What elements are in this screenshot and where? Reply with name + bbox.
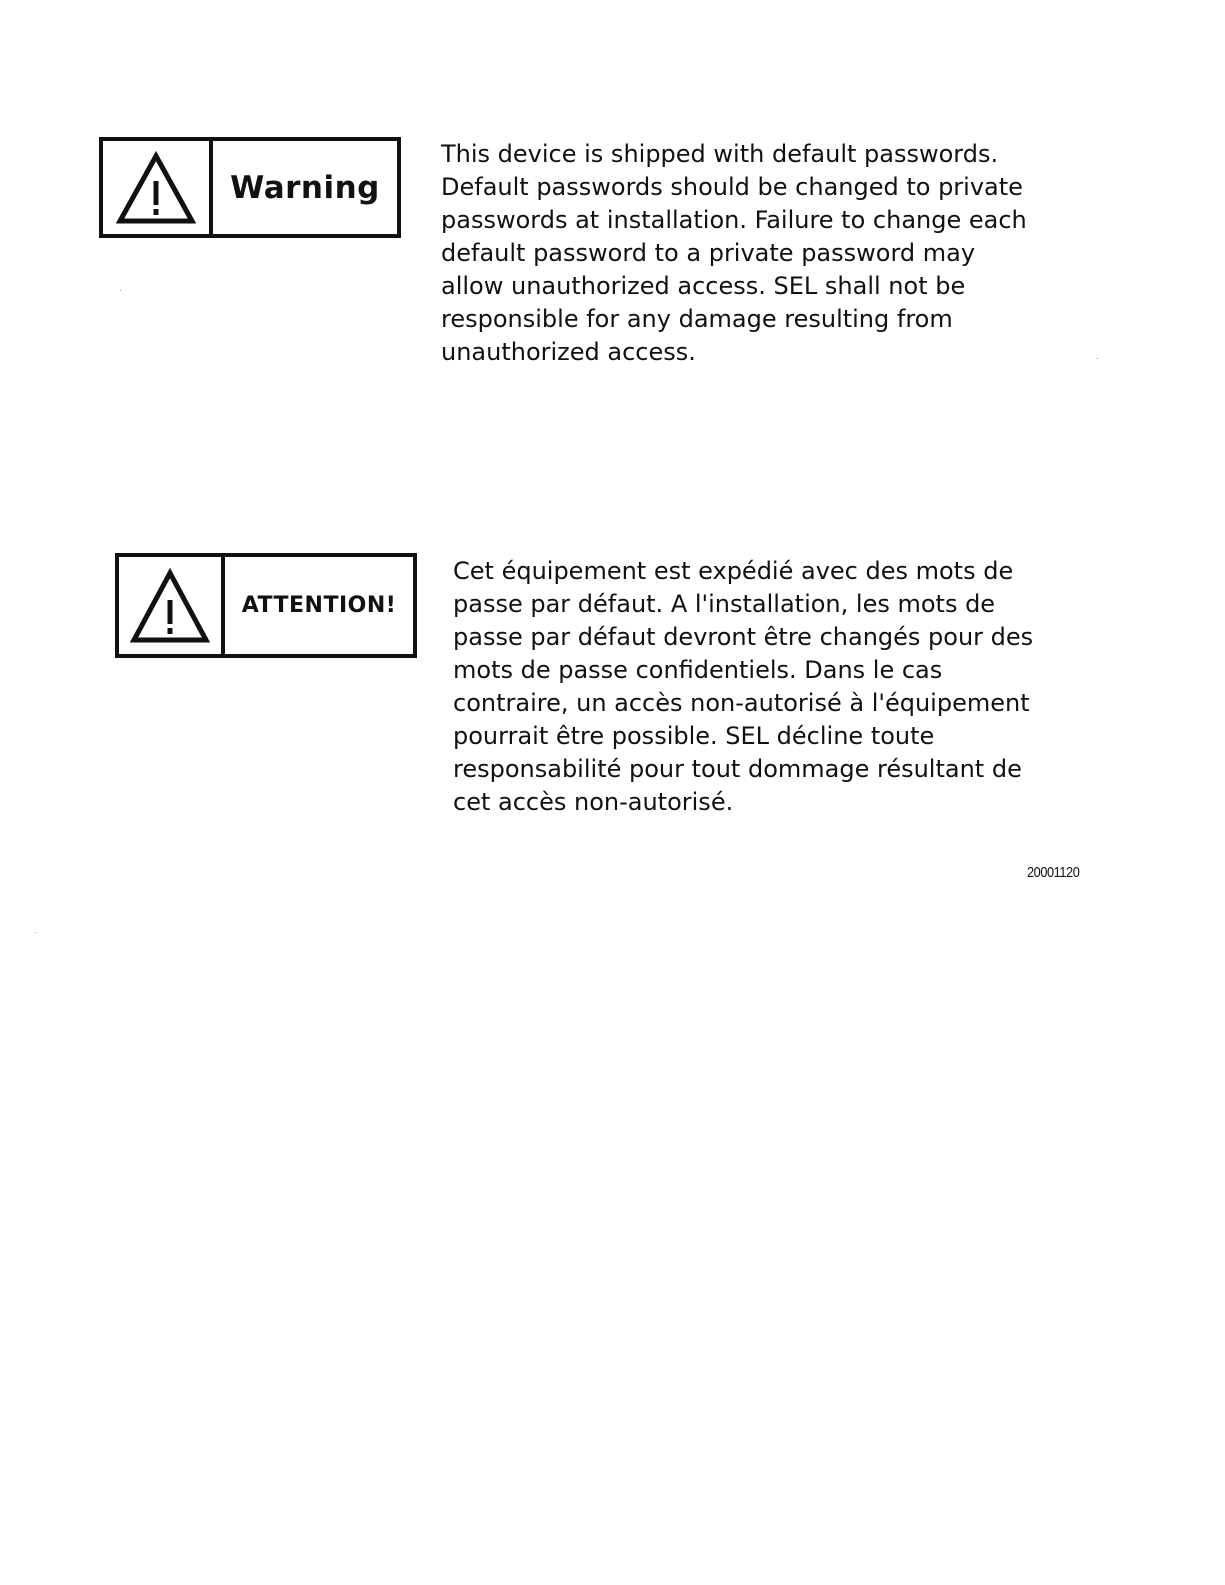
warning-label-box — [99, 137, 401, 238]
warning-text — [441, 138, 1101, 369]
warning-text-line: passwords at installation. Failure to change each — [441, 206, 1027, 234]
scan-speck — [120, 290, 121, 291]
attention-text-line: passe par défaut devront être changés pour des — [453, 623, 1034, 651]
attention-text-line: cet accès non-autorisé. — [453, 788, 734, 816]
attention-text-line: mots de passe confidentiels. Dans le cas — [453, 656, 943, 684]
document-code: 20001120 — [1027, 864, 1080, 881]
attention-label: ATTENTION! — [241, 593, 397, 618]
scan-speck — [1097, 358, 1098, 359]
attention-text-line: responsabilité pour tout dommage résultant de — [453, 755, 1022, 783]
warning-label: Warning — [230, 169, 380, 206]
attention-icon-cell — [119, 557, 225, 654]
attention-text-line: contraire, un accès non-autorisé à l'équipement — [453, 689, 1030, 717]
attention-text-line: pourrait être possible. SEL décline toute — [453, 722, 935, 750]
attention-label-box — [115, 553, 417, 658]
warning-text-line: default password to a private password may — [441, 239, 976, 267]
warning-text-line: Default passwords should be changed to private — [441, 173, 1023, 201]
warning-text-line: This device is shipped with default passwords. — [441, 140, 999, 168]
warning-triangle-icon — [130, 568, 210, 644]
warning-text-line: responsible for any damage resulting from — [441, 305, 953, 333]
scan-speck — [35, 932, 36, 933]
warning-text-line: allow unauthorized access. SEL shall not be — [441, 272, 966, 300]
attention-text — [453, 555, 1113, 819]
attention-text-line: passe par défaut. A l'installation, les mots de — [453, 590, 996, 618]
attention-text-line: Cet équipement est expédié avec des mots de — [453, 557, 1014, 585]
warning-icon-cell — [103, 141, 213, 234]
warning-text-line: unauthorized access. — [441, 338, 696, 366]
warning-triangle-icon — [116, 151, 196, 225]
